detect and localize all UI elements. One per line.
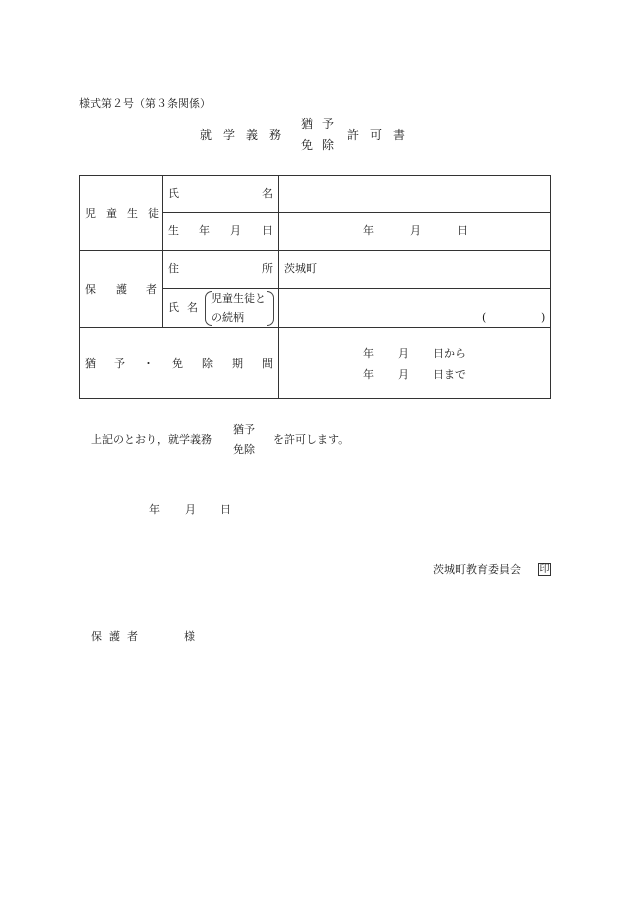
body-prefix: 上記のとおり，就学義務 <box>91 433 212 446</box>
body-stack-bottom: 免除 <box>233 443 255 456</box>
row-divider <box>79 327 551 328</box>
honorific: 様 <box>184 630 195 643</box>
issuer-name: 茨城町教育委員会 <box>433 563 521 576</box>
title-stack-char: 予 <box>322 117 335 131</box>
title-char: 可 <box>370 128 383 142</box>
row-divider <box>162 212 551 213</box>
document-page: 様式第２号（第３条関係） 就 学 義 務 猶 予 免 除 許 可 書 児 童 生 徒 氏 名 生 年 月 日 年 月 日 保 護 者 住 所 茨城町 氏 名 児童生徒と の続柄 ( ) 猶 予 ・ 免 除 期 間 年 月 日から 年 月 日まで 上記のとおり，就学義務 猶予 免除 を許可します。 年 月 日 茨城町教育委員会 印 保 護 者 様 <box>79 97 550 643</box>
title-char: 学 <box>223 128 236 142</box>
body-stack-top: 猶予 <box>233 423 255 436</box>
relation-paren-close: ) <box>541 311 546 324</box>
title-char: 就 <box>200 128 213 142</box>
form-number: 様式第２号（第３条関係） <box>79 97 211 110</box>
title-stack-char: 免 <box>301 138 314 152</box>
body-suffix: を許可します。 <box>273 433 350 446</box>
address-value[interactable]: 茨城町 <box>284 262 317 275</box>
row-divider <box>79 250 551 251</box>
title-stack-char: 猶 <box>301 117 314 131</box>
relation-paren-open: ( <box>482 311 487 324</box>
title-char: 許 <box>347 128 360 142</box>
column-divider <box>278 175 279 399</box>
title-stack-char: 除 <box>322 138 335 152</box>
student-name-value[interactable] <box>280 177 550 211</box>
column-divider <box>162 175 163 327</box>
row-divider <box>162 288 551 289</box>
title-char: 務 <box>269 128 282 142</box>
title-char: 書 <box>393 128 406 142</box>
title-char: 義 <box>246 128 259 142</box>
right-paren <box>267 291 274 326</box>
seal-mark: 印 <box>539 564 550 575</box>
